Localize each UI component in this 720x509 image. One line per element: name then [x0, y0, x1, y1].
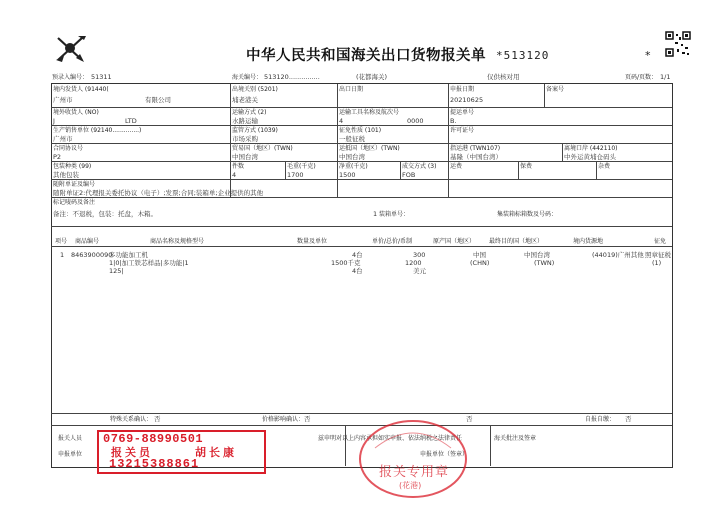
- trade-country-value: 中国台湾: [232, 153, 258, 161]
- stamp-phone: 0769-88990501: [103, 432, 204, 446]
- col-origin: 原产国（地区）: [433, 238, 476, 245]
- consignor-value-2: 有限公司: [145, 96, 171, 104]
- container-detail-label: 集装箱标箱数及号码：: [497, 211, 558, 218]
- pre-entry-value: 51311: [91, 73, 112, 81]
- producer-value: 广州市: [53, 135, 73, 143]
- declarant-label: 报关人员: [58, 435, 83, 442]
- supervision-value: 市场采购: [232, 135, 258, 143]
- col-hs-code: 商品编号: [75, 238, 100, 245]
- freight-label: 运费: [450, 163, 463, 170]
- consignor-value: 广州市: [53, 96, 73, 104]
- bl-value: B.: [450, 117, 457, 125]
- tax-label: 征免性质 (101): [339, 127, 382, 134]
- qty-3: 4台: [352, 267, 363, 275]
- record-no-label: 备案号: [546, 86, 565, 93]
- currency: 美元: [413, 267, 426, 275]
- seal-sub: (花港): [399, 481, 422, 490]
- gross-value: 1700: [287, 171, 304, 179]
- vessel-value-2: 0000: [407, 117, 424, 125]
- license-label: 许可证号: [450, 127, 475, 134]
- tax-value: 一般征税: [339, 135, 365, 143]
- col-source: 境内货源地: [573, 238, 604, 245]
- misc-label: 杂费: [598, 163, 611, 170]
- export-date-label: 出口日期: [339, 86, 364, 93]
- col-item-no: 项号: [55, 238, 68, 245]
- package-value: 其他包装: [53, 171, 79, 179]
- page-value: 1/1: [660, 73, 671, 81]
- declarant-stamp: [97, 430, 266, 474]
- goods-spec-2: 125|: [109, 267, 124, 275]
- statement: 兹申明对以上内容承担如实申报、依法纳税之法律责任: [318, 435, 463, 442]
- container-label: 装箱单号：: [379, 211, 410, 218]
- consignee-value-2: LTD: [125, 117, 137, 125]
- marks-label: 标记唛码及备注: [53, 199, 96, 206]
- barcode-text: *513120: [496, 49, 550, 62]
- gross-label: 毛重(千克): [287, 163, 316, 170]
- port-label: 指运港 (TWN107): [450, 145, 501, 152]
- hs-code: 8463900090: [71, 251, 113, 259]
- col-price: 单价/总价/币制: [372, 238, 413, 245]
- col-qty: 数量及单位: [297, 238, 328, 245]
- customs-note-label: 海关批注及签章: [494, 435, 537, 442]
- unit-price: 300: [413, 251, 426, 259]
- self-pay-label: 自报自缴：: [585, 416, 616, 423]
- terms-label: 成交方式 (3): [402, 163, 437, 170]
- source: (44019)广州其他: [592, 251, 644, 259]
- stamp-name: 胡长康: [195, 446, 237, 459]
- qty-2: 1500千克: [331, 259, 361, 267]
- container-value: 1: [373, 210, 378, 218]
- net-label: 净重(千克): [339, 163, 368, 170]
- col-duty: 征免: [654, 238, 667, 245]
- special-value: 否: [154, 415, 161, 423]
- net-value: 1500: [339, 171, 356, 179]
- terms-value: FOB: [402, 171, 416, 179]
- supervision-label: 监管方式 (1039): [232, 127, 278, 134]
- col-name: 商品名称及规格型号: [150, 238, 205, 245]
- page-title: 中华人民共和国海关出口货物报关单: [246, 47, 486, 64]
- consignee-label: 境外收货人 (NO): [53, 109, 99, 116]
- duty: 照章征税: [645, 251, 671, 259]
- page-label: 页码/页数：: [625, 74, 658, 81]
- insurance-label: 保费: [520, 163, 533, 170]
- contract-value: P2: [53, 153, 62, 161]
- dest-code: (TWN): [534, 259, 555, 267]
- customs-office: (花都海关): [356, 73, 388, 81]
- port-value: 基隆（中国台湾）: [450, 153, 502, 161]
- goods-spec: 1|0|加工铁芯样品|多功能|1: [109, 259, 189, 267]
- customs-no-value: 513120...............: [264, 73, 320, 81]
- vessel-label: 运输工具名称及航次号: [339, 109, 400, 116]
- declare-date-label: 申报日期: [450, 86, 475, 93]
- price-impact-label: 价格影响确认：: [262, 416, 305, 423]
- item-no: 1: [60, 251, 65, 259]
- consignee-value: J: [53, 117, 55, 125]
- customs-no-label: 海关编号：: [232, 74, 263, 81]
- stamp-role: 报关员: [111, 446, 153, 459]
- dest-country-label: 运抵国（地区）(TWN): [339, 145, 400, 152]
- star-mark: *: [645, 49, 651, 62]
- declare-unit-label: 申报单位: [58, 451, 83, 458]
- transport-value: 水路运输: [232, 117, 258, 125]
- dest-country-value: 中国台湾: [339, 153, 365, 161]
- exit-port-value: 埔老港关: [232, 96, 258, 104]
- trade-country-label: 贸易国（地区）(TWN): [232, 145, 293, 152]
- docs-value: 随附单证2:代理报关委托协议（电子）;发票;合同;装箱单;企业提供的其他: [53, 189, 264, 197]
- duty-code: (1): [652, 259, 662, 267]
- qty-1: 4台: [352, 251, 363, 259]
- col-dest: 最终目的国（地区）: [489, 238, 544, 245]
- pre-entry-label: 预录入编号：: [52, 74, 89, 81]
- marks-value: 备注：不退税，包装：托盘，木箱。: [53, 210, 157, 218]
- price-impact-value: 否: [304, 415, 311, 423]
- exit-port2-label: 离境口岸 (442110): [564, 145, 618, 152]
- customs-emblem: [54, 34, 88, 64]
- exit-port-label: 出境关别 (5201): [232, 86, 278, 93]
- stamp-mobile: 13215388861: [109, 457, 200, 471]
- copy-note: 仅供核对用: [487, 73, 520, 81]
- contract-label: 合同协议号: [53, 145, 84, 152]
- consignor-label: 境内发货人 (91440(: [53, 86, 109, 93]
- docs-label: 随附单证及编号: [53, 181, 96, 188]
- declare-date-value: 20210625: [450, 96, 484, 104]
- goods-name: 多功能加工机: [109, 251, 148, 259]
- seal-text: 报关专用章: [379, 465, 450, 480]
- origin: 中国: [473, 251, 486, 259]
- royalty-value: 否: [466, 415, 473, 423]
- bl-label: 提运单号: [450, 109, 475, 116]
- origin-code: (CHN): [470, 259, 490, 267]
- qr-code: [665, 31, 691, 57]
- exit-port2-value: 中外运黄埔仓码头: [564, 153, 616, 161]
- producer-label: 生产销售单位 (92140..............): [53, 127, 142, 134]
- special-label: 特殊关系确认：: [110, 416, 153, 423]
- company-seal: [357, 418, 469, 500]
- pieces-label: 件数: [232, 163, 245, 170]
- total-price: 1200: [405, 259, 422, 267]
- package-label: 包装种类 (99): [53, 163, 92, 170]
- dest: 中国台湾: [524, 251, 550, 259]
- transport-label: 运输方式 (2): [232, 109, 267, 116]
- pieces-value: 4: [232, 171, 237, 179]
- seal-label: 申报单位（签章）: [420, 451, 469, 458]
- self-pay-value: 否: [625, 415, 632, 423]
- vessel-value: 4: [339, 117, 344, 125]
